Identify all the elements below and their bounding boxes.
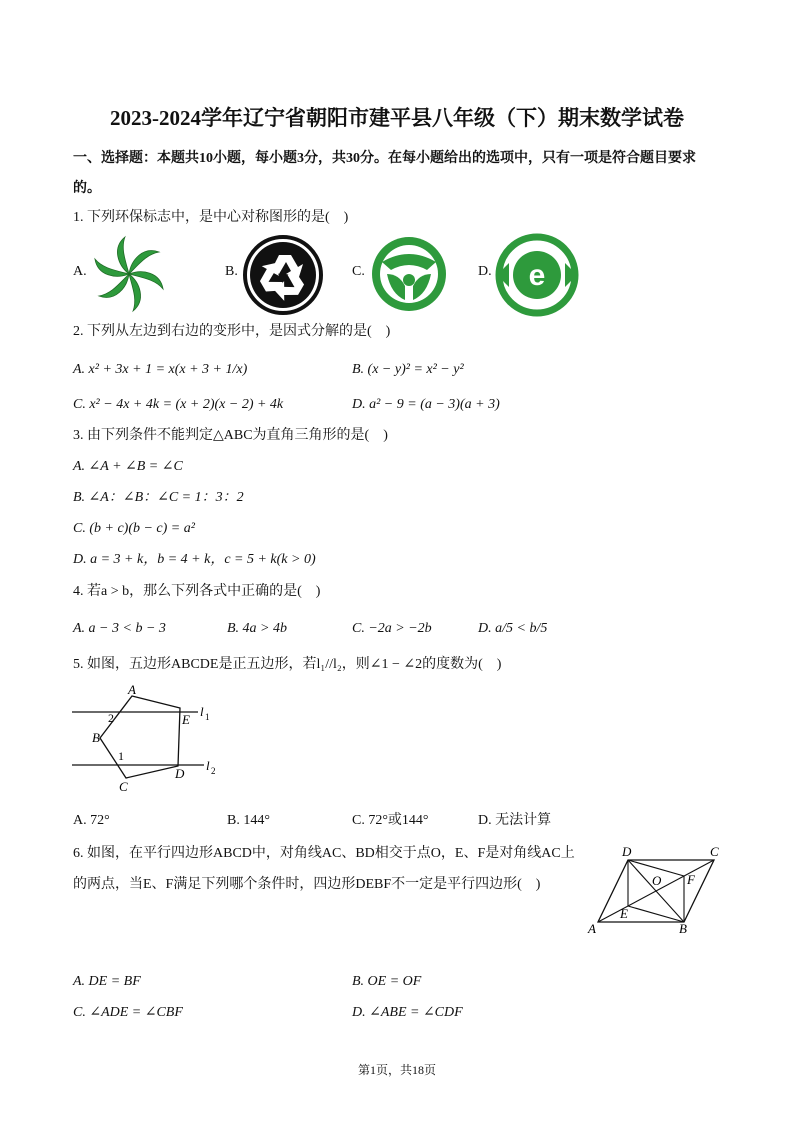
q1-label-a: A. xyxy=(73,264,87,279)
q5-pentagon-figure xyxy=(70,680,230,798)
green-food-logo-icon xyxy=(369,234,449,314)
q6-stem-line1: 6. 如图，在平行四边形ABCD中，对角线AC、BD相交于点O，E、F是对角线AC上 xyxy=(73,846,575,861)
q2-option-a: A. x² + 3x + 1 = x(x + 3 + 1/x) xyxy=(73,362,248,377)
q4-option-b: B. 4a > 4b xyxy=(227,621,287,636)
q5-label-a: A xyxy=(128,682,136,697)
q2-stem: 2. 下列从左边到右边的变形中，是因式分解的是( ) xyxy=(73,324,391,339)
q5-angle-2: 2 xyxy=(108,711,114,725)
q6-option-a: A. DE = BF xyxy=(73,974,141,989)
q2-option-b: B. (x − y)² = x² − y² xyxy=(352,362,464,377)
q5-label-e: E xyxy=(182,712,190,727)
q6-option-b: B. OE = OF xyxy=(352,974,422,989)
q6-label-e: E xyxy=(620,906,628,921)
q6-parallelogram-figure xyxy=(586,840,726,936)
q5-label-l2-sub: 2 xyxy=(211,766,216,776)
section-heading-line2: 的。 xyxy=(73,181,101,196)
q6-label-b: B xyxy=(679,921,687,936)
q5-label-d: D xyxy=(175,766,185,781)
section-heading-line1: 一、选择题：本题共10小题，每小题3分，共30分。在每小题给出的选项中，只有一项是符合题目要求 xyxy=(73,151,696,166)
q3-option-a: A. ∠A + ∠B = ∠C xyxy=(73,459,183,474)
page-title: 2023-2024学年辽宁省朝阳市建平县八年级（下）期末数学试卷 xyxy=(110,106,684,130)
q3-stem: 3. 由下列条件不能判定△ABC为直角三角形的是( ) xyxy=(73,428,388,443)
q3-option-b: B. ∠A：∠B：∠C = 1：3：2 xyxy=(73,490,244,505)
q1-label-d: D. xyxy=(478,264,492,279)
q5-label-c: C xyxy=(119,779,128,794)
pinwheel-logo-icon xyxy=(90,235,168,313)
q5-label-l1: l xyxy=(200,704,204,719)
q1-label-b: B. xyxy=(225,264,238,279)
q5-label-l2: l xyxy=(206,758,210,773)
q3-option-c: C. (b + c)(b − c) = a² xyxy=(73,521,195,536)
q2-option-d: D. a² − 9 = (a − 3)(a + 3) xyxy=(352,397,500,412)
q5-stem: 5. 如图，五边形ABCDE是正五边形，若l₁//l₂，则∠1 − ∠2的度数为( ) xyxy=(73,657,502,672)
q1-label-c: C. xyxy=(352,264,365,279)
energy-logo-letter: e xyxy=(528,259,546,292)
q6-option-d: D. ∠ABE = ∠CDF xyxy=(352,1005,463,1020)
q1-stem: 1. 下列环保标志中，是中心对称图形的是( ) xyxy=(73,210,349,225)
q4-option-a: A. a − 3 < b − 3 xyxy=(73,621,166,636)
q6-stem-line2: 的两点，当E、F满足下列哪个条件时，四边形DEBF不一定是平行四边形( ) xyxy=(73,877,541,892)
q6-label-c: C xyxy=(710,844,719,859)
q4-option-d: D. a/5 < b/5 xyxy=(478,621,548,636)
q5-option-a: A. 72° xyxy=(73,813,110,828)
q6-label-a: A xyxy=(588,921,596,936)
recycle-logo-icon xyxy=(242,234,324,316)
q5-option-c: C. 72°或144° xyxy=(352,813,429,828)
q6-option-c: C. ∠ADE = ∠CBF xyxy=(73,1005,183,1020)
energy-saving-logo-icon xyxy=(495,233,579,317)
q4-stem: 4. 若a > b，那么下列各式中正确的是( ) xyxy=(73,584,321,599)
q3-option-d: D. a = 3 + k，b = 4 + k，c = 5 + k(k > 0) xyxy=(73,552,316,567)
q6-label-f: F xyxy=(687,872,695,887)
q2-option-c: C. x² − 4x + 4k = (x + 2)(x − 2) + 4k xyxy=(73,397,284,412)
q4-option-c: C. −2a > −2b xyxy=(352,621,432,636)
q5-option-b: B. 144° xyxy=(227,813,270,828)
q5-label-b: B xyxy=(92,730,100,745)
q6-label-d: D xyxy=(622,844,632,859)
q6-label-o: O xyxy=(652,873,662,888)
q5-option-d: D. 无法计算 xyxy=(478,813,552,828)
q5-label-l1-sub: 1 xyxy=(205,712,210,722)
page-footer: 第1页，共18页 xyxy=(357,1063,436,1077)
q5-angle-1: 1 xyxy=(118,749,124,763)
